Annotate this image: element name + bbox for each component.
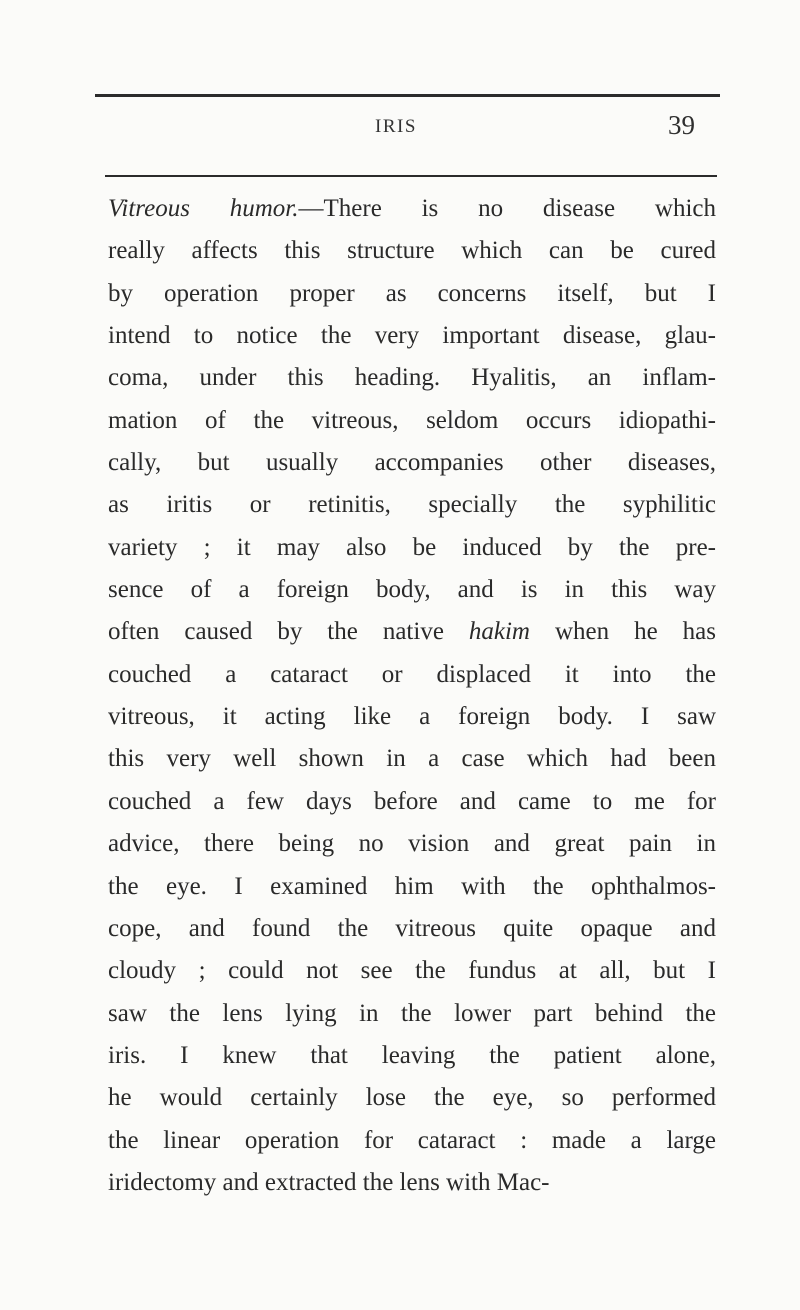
text-segment: iris. I knew that leaving the patient alone,: [108, 1041, 716, 1069]
text-line: [108, 823, 716, 865]
text-segment: cally, but usually accompanies other diseases,: [108, 449, 716, 477]
text-segment: iridectomy and extracted the lens with Mac-: [108, 1168, 550, 1196]
text-line: [108, 569, 716, 611]
text-segment: variety ; it may also be induced by the pre-: [108, 533, 716, 561]
text-line: [108, 866, 716, 908]
text-segment: really affects this structure which can be cured: [108, 237, 716, 265]
text-segment: couched a cataract or displaced it into the: [108, 660, 716, 688]
text-line: [108, 527, 716, 569]
text-segment: as iritis or retinitis, specially the syphilitic: [108, 491, 716, 519]
text-line: [108, 484, 716, 526]
text-segment: advice, there being no vision and great pain in: [108, 830, 716, 858]
text-line: [108, 1120, 716, 1162]
text-line: [108, 950, 716, 992]
italic-text: Vitreous humor.: [108, 195, 299, 222]
text-segment: this very well shown in a case which had been: [108, 745, 716, 773]
text-line: [108, 611, 716, 653]
body-text: [108, 188, 716, 1204]
text-line: [108, 400, 716, 442]
text-segment: cope, and found the vitreous quite opaque and: [108, 914, 716, 942]
page-number: 39: [668, 110, 695, 140]
text-segment: couched a few days before and came to me for: [108, 787, 716, 815]
text-line: [108, 230, 716, 272]
text-line: [108, 1162, 716, 1204]
text-line: [108, 188, 716, 230]
header-rule-top: [95, 94, 720, 97]
text-segment: he would certainly lose the eye, so performed: [108, 1084, 716, 1112]
text-line: [108, 273, 716, 315]
text-segment: the eye. I examined him with the ophthalmos-: [108, 872, 716, 900]
text-line: [108, 908, 716, 950]
text-segment: when he has: [530, 618, 716, 646]
text-line: [108, 1035, 716, 1077]
text-line: [108, 315, 716, 357]
header-rule-bottom: [105, 175, 717, 177]
text-segment: the linear operation for cataract : made a large: [108, 1126, 716, 1154]
text-line: [108, 1077, 716, 1119]
text-segment: mation of the vitreous, seldom occurs idiopathi-: [108, 406, 716, 434]
text-segment: often caused by the native: [108, 618, 469, 646]
text-line: [108, 357, 716, 399]
text-segment: intend to notice the very important disease, glau-: [108, 322, 716, 350]
text-segment: coma, under this heading. Hyalitis, an inflam-: [108, 364, 716, 392]
text-line: [108, 993, 716, 1035]
running-head: [0, 110, 800, 150]
italic-text: hakim: [468, 618, 530, 646]
text-segment: by operation proper as concerns itself, but I: [108, 279, 716, 307]
text-segment: cloudy ; could not see the fundus at all, but I: [108, 957, 716, 985]
text-segment: vitreous, it acting like a foreign body. I saw: [108, 703, 716, 731]
text-line: [108, 738, 716, 780]
text-line: [108, 781, 716, 823]
text-segment: sence of a foreign body, and is in this way: [108, 576, 716, 604]
text-line: [108, 654, 716, 696]
text-line: [108, 696, 716, 738]
running-head-title: IRIS: [375, 116, 417, 137]
text-segment: saw the lens lying in the lower part behind the: [108, 999, 716, 1027]
text-line: [108, 442, 716, 484]
text-segment: —There is no disease which: [298, 195, 716, 222]
